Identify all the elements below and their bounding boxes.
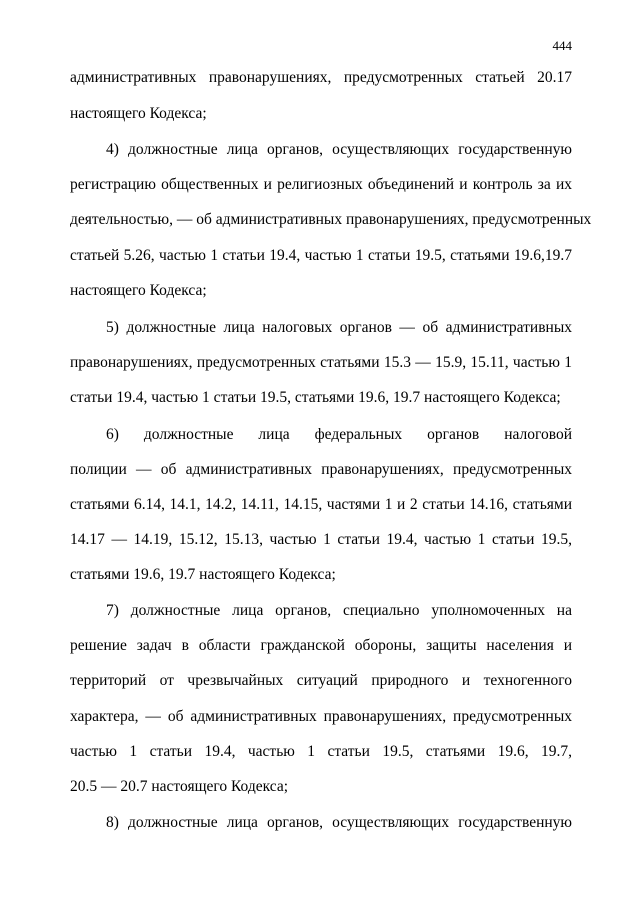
- text-line: частью 1 статьи 19.4, частью 1 статьи 19.5, статьями 19.6, 19.7,: [70, 743, 572, 760]
- text-line: полиции — об административных правонарушениях, предусмотренных: [70, 461, 572, 478]
- text-line: статьи 19.4, частью 1 статьи 19.5, статьями 19.6, 19.7 настоящего Кодекса;: [70, 389, 561, 406]
- text-line: 7) должностные лица органов, специально уполномоченных на: [106, 602, 572, 619]
- text-line: административных правонарушениях, предусмотренных статьей 20.17: [70, 69, 572, 86]
- text-line: статьями 19.6, 19.7 настоящего Кодекса;: [70, 566, 336, 583]
- text-line: настоящего Кодекса;: [70, 282, 207, 299]
- text-line: 5) должностные лица налоговых органов — об административных: [106, 319, 572, 336]
- text-line: 4) должностные лица органов, осуществляющих государственную: [106, 141, 572, 158]
- text-line: статьями 6.14, 14.1, 14.2, 14.11, 14.15, частями 1 и 2 статьи 14.16, статьями: [70, 496, 572, 513]
- text-line: 20.5 — 20.7 настоящего Кодекса;: [70, 778, 289, 795]
- text-line: 14.17 — 14.19, 15.12, 15.13, частью 1 статьи 19.4, частью 1 статьи 19.5,: [70, 531, 572, 548]
- text-line: правонарушениях, предусмотренных статьями 15.3 — 15.9, 15.11, частью 1: [70, 354, 572, 371]
- text-line: 6) должностные лица федеральных органов налоговой: [106, 426, 572, 443]
- text-line: территорий от чрезвычайных ситуаций природного и техногенного: [70, 672, 572, 689]
- text-line: регистрацию общественных и религиозных объединений и контроль за их: [70, 176, 572, 193]
- text-line: характера, — об административных правонарушениях, предусмотренных: [70, 708, 572, 725]
- text-line: 8) должностные лица органов, осуществляющих государственную: [106, 814, 572, 831]
- text-line: настоящего Кодекса;: [70, 105, 207, 122]
- text-line: статьей 5.26, частью 1 статьи 19.4, частью 1 статьи 19.5, статьями 19.6,19.7: [70, 247, 572, 264]
- page-number: 444: [552, 38, 572, 53]
- text-line: деятельностью, — об административных правонарушениях, предусмотренных: [70, 211, 592, 228]
- text-line: решение задач в области гражданской обороны, защиты населения и: [70, 637, 572, 654]
